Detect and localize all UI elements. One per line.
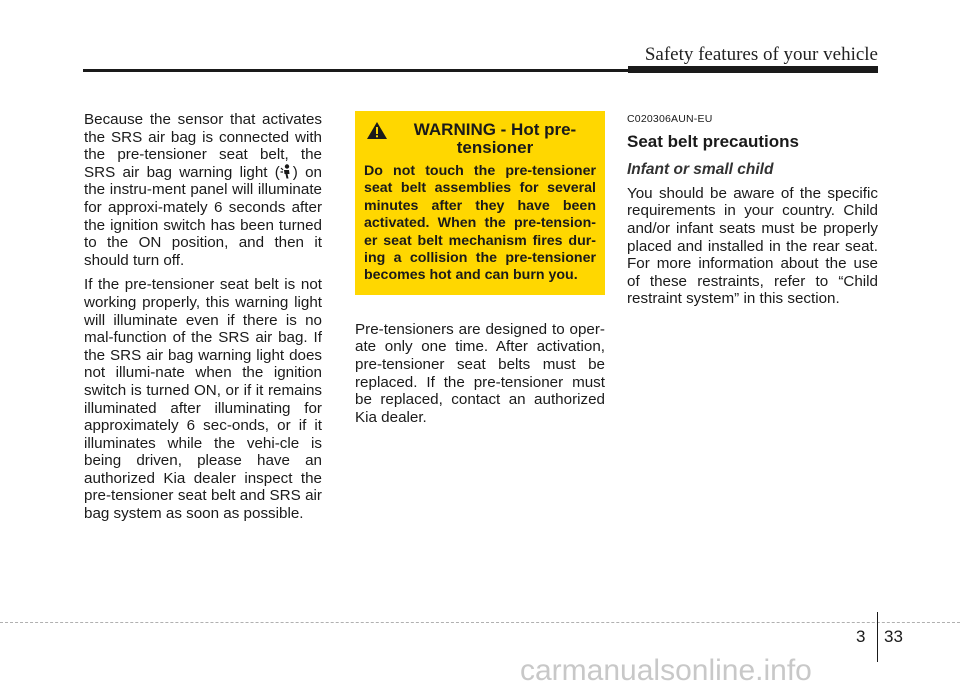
- section-code: C020306AUN-EU: [627, 113, 713, 125]
- paragraph-sensor-text-b: ) on the instru-ment panel will illuminate for approxi-mately 6 seconds after the ignition switch has been turned to the ON position, and then it should turn off.: [84, 163, 322, 269]
- subsection-title: Infant or small child: [627, 161, 774, 179]
- warning-header: [364, 121, 596, 157]
- paragraph-sensor-text-a: Because the sensor that activates the SRS air bag is connected with the pre-tensioner seat belt, the SRS air bag warning light (: [84, 111, 322, 181]
- page-number: 33: [884, 627, 903, 646]
- header-rule-accent: [628, 66, 878, 73]
- section-title: Seat belt precautions: [627, 131, 799, 151]
- paragraph-child-restraint: You should be aware of the specific requirements in your country. Child and/or infant seats must be properly placed and installed in the rear seat. For more information about the use of these restraints, refer to “Child restraint system” in this section.: [627, 184, 878, 308]
- chapter-number: 3: [856, 627, 866, 646]
- airbag-warning-icon: [280, 164, 293, 179]
- paragraph-sensor: [84, 111, 322, 269]
- page-divider: [877, 612, 878, 662]
- column-left: [84, 111, 322, 530]
- footer-rule: [0, 622, 960, 623]
- warning-title: WARNING - Hot pre-tensioner: [413, 120, 577, 157]
- warning-box: [355, 111, 605, 295]
- page-header-title: Safety features of your vehicle: [644, 44, 878, 65]
- watermark: carmanualsonline.info: [520, 654, 812, 687]
- warning-triangle-icon: [366, 121, 388, 140]
- paragraph-pretensioner: Pre-tensioners are designed to oper-ate only one time. After activation, pre-tensioner seat belts must be replaced. If the pre-tensioner must be replaced, contact an authorized Kia dealer.: [355, 320, 605, 426]
- paragraph-malfunction: If the pre-tensioner seat belt is not working properly, this warning light will illuminate even if there is no mal-function of the SRS air bag. If the SRS air bag warning light does not illumi-nate when the ignition switch is turned ON, or if it remains illuminated after illuminating for approximately 6 sec-onds, or if it illuminates while the vehi-cle is being driven, please have an authorized Kia dealer inspect the pre-tensioner seat belt and SRS air bag system as soon as possible.: [84, 276, 322, 523]
- column-middle: [355, 111, 605, 433]
- warning-body: Do not touch the pre-tensioner seat belt assemblies for several minutes after they have been activated. When the pre-tension-er seat belt mechanism fires dur-ing a collision the pre-tensioner becomes hot and can burn you.: [364, 163, 596, 284]
- column-right: [627, 111, 878, 315]
